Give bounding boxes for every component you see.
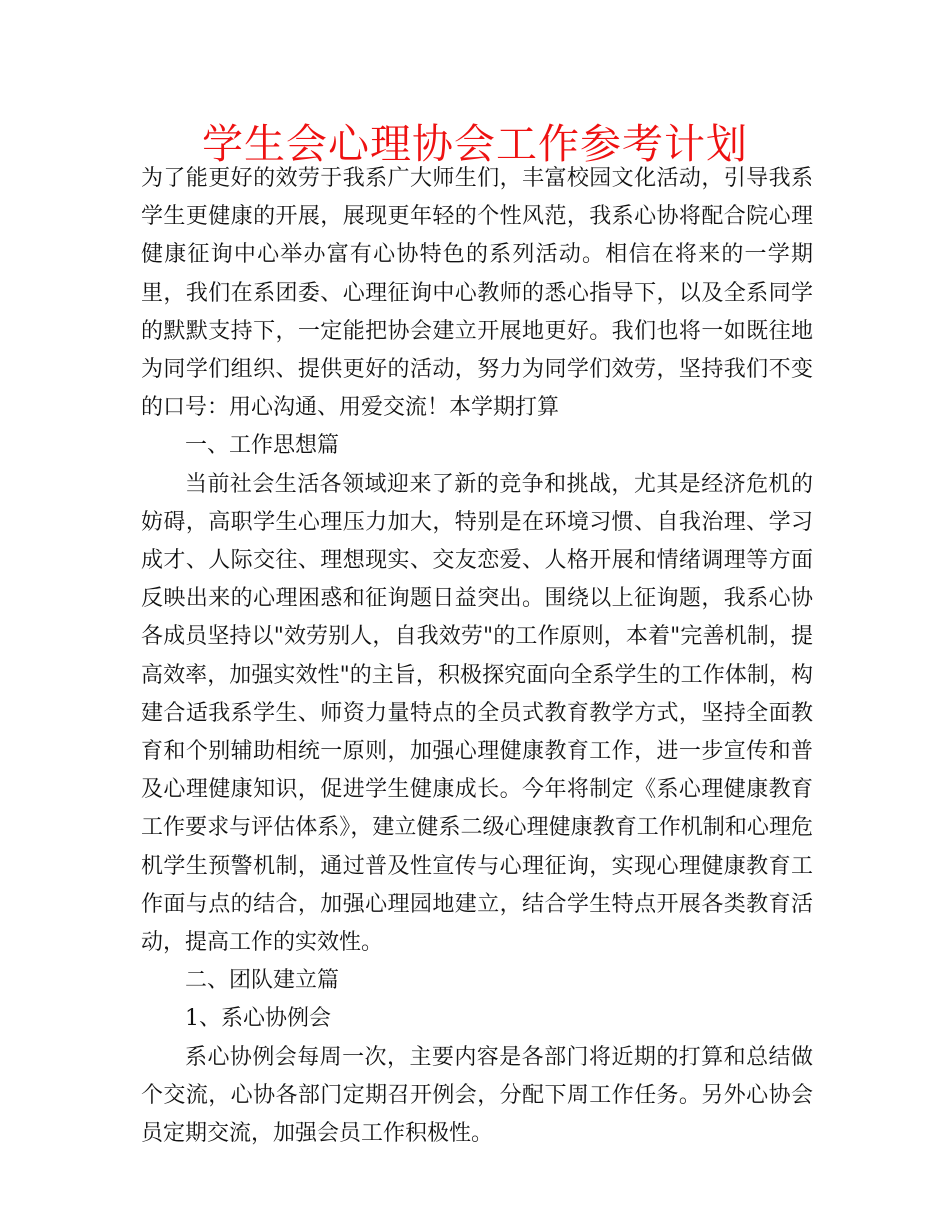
document-body [141, 160, 813, 1153]
intro-paragraph: 为了能更好的效劳于我系广大师生们，丰富校园文化活动，引导我系学生更健康的开展，展现更年轻的个性风范，我系心协将配合院心理健康征询中心举办富有心协特色的系列活动。相信在将来的一学期里，我们在系团委、心理征询中心教师的悉心指导下，以及全系同学的默默支持下，一定能把协会建立开展地更好。我们也将一如既往地为同学们组织、提供更好的活动，努力为同学们效劳，坚持我们不变的口号：用心沟通、用爱交流！本学期打算 [141, 166, 813, 421]
subheading-weekly-meeting: 1、系心协例会 [185, 1006, 331, 1032]
section-heading-team-building: 二、团队建立篇 [185, 968, 340, 994]
section-heading-work-thought: 一、工作思想篇 [185, 433, 340, 459]
weekly-meeting-paragraph: 系心协例会每周一次，主要内容是各部门将近期的打算和总结做个交流，心协各部门定期召开例会，分配下周工作任务。另外心协会员定期交流，加强会员工作积极性。 [141, 1044, 813, 1147]
document-title: 学生会心理协会工作参考计划 [202, 120, 748, 168]
work-thought-paragraph: 当前社会生活各领域迎来了新的竞争和挑战，尤其是经济危机的妨碍，高职学生心理压力加大，特别是在环境习惯、自我治理、学习成才、人际交往、理想现实、交友恋爱、人格开展和情绪调理等方面反映出来的心理困惑和征询题日益突出。围绕以上征询题，我系心协各成员坚持以"效劳别人，自我效劳"的工作原则，本着"完善机制，提高效率，加强实效性"的主旨，积极探究面向全系学生的工作体制，构建合适我系学生、师资力量特点的全员式教育教学方式，坚持全面教育和个别辅助相统一原则，加强心理健康教育工作，进一步宣传和普及心理健康知识，促进学生健康成长。今年将制定《系心理健康教育工作要求与评估体系》，建立健系二级心理健康教育工作机制和心理危机学生预警机制，通过普及性宣传与心理征询，实现心理健康教育工作面与点的结合，加强心理园地建立，结合学生特点开展各类教育活动，提高工作的实效性。 [141, 471, 813, 956]
